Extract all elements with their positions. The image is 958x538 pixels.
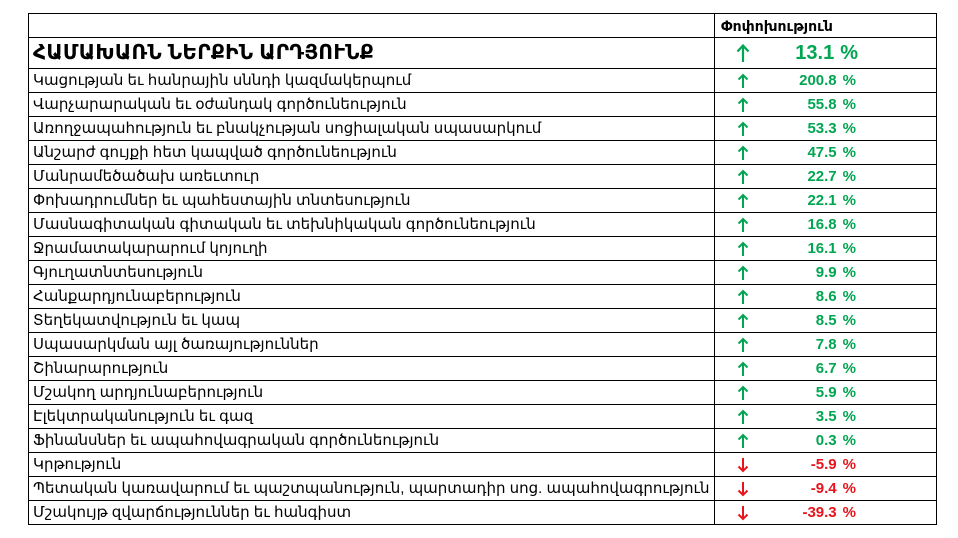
sector-change-value (807, 189, 856, 212)
sector-change-value (816, 357, 856, 380)
sector-name-cell[interactable]: Մանրամեծածախ առեւտուր (29, 165, 715, 189)
change-value-number: 9.9 (815, 264, 837, 281)
table-row (29, 333, 937, 357)
sector-name-cell[interactable]: Շինարարություն (29, 357, 715, 381)
arrow-up-icon (735, 141, 751, 164)
change-value-number: 8.5 (815, 312, 837, 329)
change-value-unit: % (842, 168, 856, 185)
change-value-number: 55.8 (807, 96, 837, 113)
table-row (29, 117, 937, 141)
sector-change-value (811, 453, 856, 476)
sector-change-cell[interactable] (715, 93, 937, 117)
sector-change-value (807, 165, 856, 188)
change-value-unit: % (842, 360, 856, 377)
change-value-unit: % (842, 240, 856, 257)
change-value-unit: % (842, 192, 856, 209)
sector-change-cell[interactable] (715, 381, 937, 405)
table-row (29, 261, 937, 285)
sector-change-cell[interactable] (715, 405, 937, 429)
arrow-up-icon (735, 93, 751, 116)
arrow-up-icon (735, 38, 751, 68)
change-value-number: 3.5 (815, 408, 837, 425)
change-value-unit: % (842, 408, 856, 425)
sector-change-cell[interactable] (715, 357, 937, 381)
sector-name-cell[interactable]: Անշարժ գույքի հետ կապված գործունեություն (29, 141, 715, 165)
total-change-cell[interactable] (715, 38, 937, 69)
change-value-number: -39.3 (802, 504, 837, 521)
sector-name-cell[interactable]: Մշակող արդյունաբերություն (29, 381, 715, 405)
table-row (29, 189, 937, 213)
arrow-up-icon (735, 165, 751, 188)
sector-name-cell[interactable]: Սպասարկման այլ ծառայություններ (29, 333, 715, 357)
total-value (795, 38, 858, 68)
change-value-number: 200.8 (799, 72, 837, 89)
arrow-up-icon (735, 381, 751, 404)
change-value-number: 53.3 (807, 120, 837, 137)
change-value-number: 0.3 (815, 432, 837, 449)
sector-name-cell[interactable]: Առողջապահություն եւ բնակչության սոցիալական սպասարկում (29, 117, 715, 141)
table-row (29, 309, 937, 333)
table-row (29, 69, 937, 93)
sector-change-value (807, 237, 856, 260)
sector-change-value (802, 501, 856, 524)
total-value-number: 13.1 (795, 41, 835, 64)
change-value-number: 16.1 (807, 240, 837, 257)
sector-name-cell[interactable]: Մասնագիտական գիտական եւ տեխնիկական գործունեություն (29, 213, 715, 237)
sector-change-value (807, 141, 856, 164)
change-value-unit: % (842, 336, 856, 353)
change-value-unit: % (842, 504, 856, 521)
arrow-up-icon (735, 261, 751, 284)
arrow-up-icon (735, 309, 751, 332)
arrow-down-icon (735, 453, 751, 476)
arrow-up-icon (735, 213, 751, 236)
sector-name-cell[interactable]: Ֆինանսներ եւ ապահովագրական գործունեություն (29, 429, 715, 453)
sector-name-cell[interactable]: Տեղեկատվություն եւ կապ (29, 309, 715, 333)
arrow-up-icon (735, 429, 751, 452)
sector-name-cell[interactable]: Ջրամատակարարում կոյուղի (29, 237, 715, 261)
change-value-number: -9.4 (810, 480, 837, 497)
sector-name-cell[interactable]: Փոխադրումներ եւ պահեստային տնտեսություն (29, 189, 715, 213)
arrow-up-icon (735, 69, 751, 92)
total-name-cell[interactable]: ՀԱՄԱԽԱՌՆ ՆԵՐՔԻՆ ԱՐԴՅՈՒՆՔ (29, 38, 715, 69)
arrow-up-icon (735, 117, 751, 140)
sector-change-cell[interactable] (715, 333, 937, 357)
change-value-unit: % (842, 480, 856, 497)
table-row (29, 477, 937, 501)
sector-name-cell[interactable]: Կրթություն (29, 453, 715, 477)
arrow-up-icon (735, 189, 751, 212)
sector-name-cell[interactable]: Կացության եւ հանրային սննդի կազմակերպում (29, 69, 715, 93)
change-value-unit: % (842, 96, 856, 113)
sector-change-cell[interactable] (715, 237, 937, 261)
sector-change-cell[interactable] (715, 69, 937, 93)
change-column-header[interactable]: Փոփոխություն (715, 14, 937, 38)
change-value-number: 22.7 (807, 168, 837, 185)
change-value-unit: % (842, 432, 856, 449)
sector-change-cell[interactable] (715, 213, 937, 237)
change-value-number: 5.9 (815, 384, 837, 401)
header-empty-cell[interactable] (29, 14, 715, 38)
sector-change-cell[interactable] (715, 189, 937, 213)
change-value-unit: % (842, 384, 856, 401)
arrow-up-icon (735, 237, 751, 260)
table-row (29, 93, 937, 117)
table-row (29, 501, 937, 525)
change-value-unit: % (842, 456, 856, 473)
table-row (29, 357, 937, 381)
sector-change-value (799, 69, 856, 92)
change-value-number: 16.8 (807, 216, 837, 233)
change-value-number: 47.5 (807, 144, 837, 161)
sector-change-value (816, 381, 856, 404)
sector-name-cell[interactable]: Էլեկտրականություն եւ գազ (29, 405, 715, 429)
sector-change-table (28, 13, 937, 525)
change-value-number: 6.7 (815, 360, 837, 377)
sector-change-value (807, 93, 856, 116)
sector-change-cell[interactable] (715, 309, 937, 333)
sector-name-cell[interactable]: Վարչարարական եւ օժանդակ գործունեություն (29, 93, 715, 117)
sector-change-value (816, 333, 856, 356)
table-row (29, 213, 937, 237)
table-row (29, 429, 937, 453)
sector-change-value (816, 309, 856, 332)
change-value-number: 7.8 (815, 336, 837, 353)
sector-change-value (816, 429, 856, 452)
change-value-number: 8.6 (815, 288, 837, 305)
arrow-up-icon (735, 285, 751, 308)
sector-change-cell[interactable] (715, 429, 937, 453)
change-value-unit: % (842, 216, 856, 233)
sector-name-cell[interactable]: Մշակույթ զվարճություններ եւ հանգիստ (29, 501, 715, 525)
sector-change-cell[interactable] (715, 477, 937, 501)
arrow-up-icon (735, 405, 751, 428)
sector-change-cell[interactable] (715, 453, 937, 477)
change-value-unit: % (842, 120, 856, 137)
arrow-up-icon (735, 357, 751, 380)
arrow-down-icon (735, 501, 751, 524)
table-row (29, 285, 937, 309)
sector-change-value (816, 405, 856, 428)
arrow-down-icon (735, 477, 751, 500)
total-value-unit: % (840, 41, 858, 64)
sector-change-cell[interactable] (715, 285, 937, 309)
sector-change-value (811, 477, 856, 500)
table-row (29, 237, 937, 261)
change-value-unit: % (842, 144, 856, 161)
sector-change-value (816, 285, 856, 308)
table-row (29, 453, 937, 477)
sector-change-cell[interactable] (715, 165, 937, 189)
sector-change-cell[interactable] (715, 117, 937, 141)
total-row (29, 38, 937, 69)
sector-change-cell[interactable] (715, 501, 937, 525)
table-row (29, 381, 937, 405)
sector-change-cell[interactable] (715, 141, 937, 165)
table-row (29, 141, 937, 165)
sector-change-value (816, 261, 856, 284)
sector-name-cell[interactable]: Հանքարդյունաբերություն (29, 285, 715, 309)
header-row (29, 14, 937, 38)
sector-change-value (807, 213, 856, 236)
table-row (29, 165, 937, 189)
sector-change-value (807, 117, 856, 140)
sector-name-cell[interactable]: Պետական կառավարում եւ պաշտպանություն, պարտադիր սոց. ապահովագրություն (29, 477, 715, 501)
change-value-number: 22.1 (807, 192, 837, 209)
sector-name-cell[interactable]: Գյուղատնտեսություն (29, 261, 715, 285)
change-value-unit: % (842, 312, 856, 329)
sector-change-cell[interactable] (715, 261, 937, 285)
arrow-up-icon (735, 333, 751, 356)
change-value-number: -5.9 (810, 456, 837, 473)
change-value-unit: % (842, 72, 856, 89)
change-value-unit: % (842, 288, 856, 305)
change-value-unit: % (842, 264, 856, 281)
table-row (29, 405, 937, 429)
